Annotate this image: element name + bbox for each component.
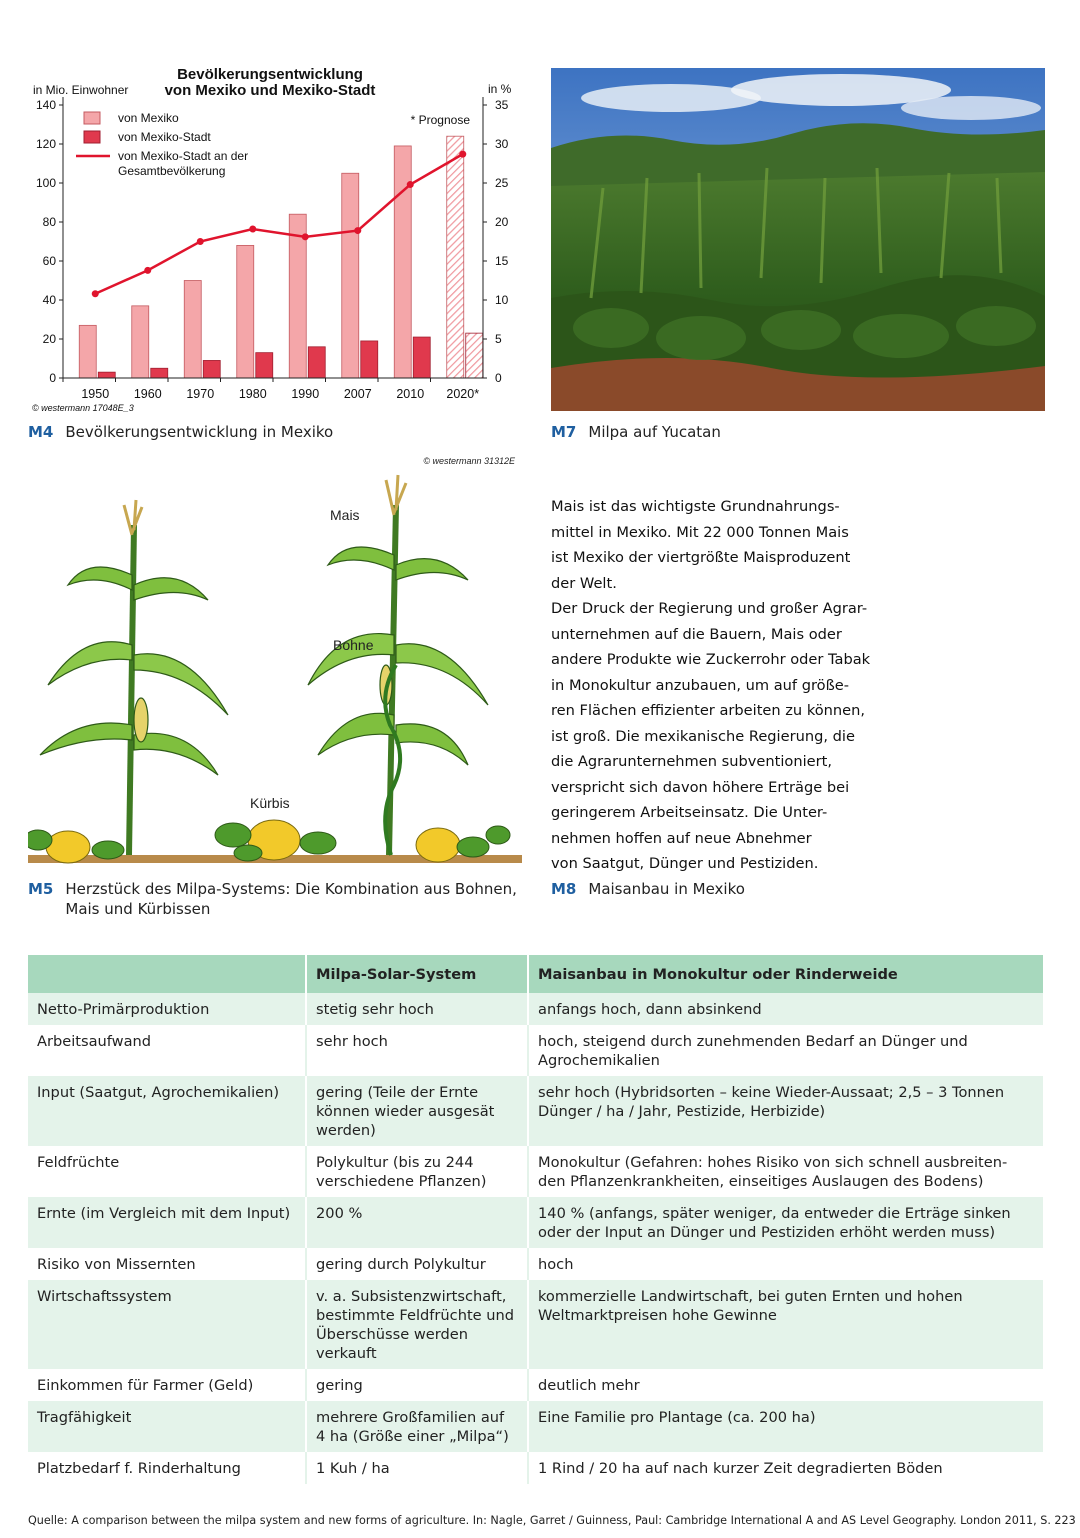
chart-title-line1: Bevölkerungsentwicklung [177,66,363,83]
m5-caption-line1: Herzstück des Milpa-Systems: Die Kombination aus Bohnen, [65,880,517,898]
m8-text-line: Mais ist das wichtigste Grundnahrungs- [551,498,840,515]
m8-caption [551,879,745,899]
source-note: Quelle: A comparison between the milpa system and new forms of agriculture. In: Nagle, Garret / Guinness, Paul: Cambridge International A and AS Level Geography. London 2011, S. 223 [28,1514,1076,1527]
table-cell: Platzbedarf f. Rinderhaltung [28,1452,306,1484]
y-tick-label-right: 5 [495,332,502,346]
bar-mexico [447,136,464,378]
m5-code: M5 [28,880,54,898]
y-tick-label-left: 20 [42,332,56,346]
share-point [144,267,151,274]
m8-text-line: nehmen hoffen auf neue Abnehmer [551,829,812,847]
y-tick-label-left: 0 [49,371,56,385]
table-row [28,1452,1043,1484]
table-cell: Tragfähigkeit [28,1401,306,1452]
table-cell: Ernte (im Vergleich mit dem Input) [28,1197,306,1248]
table-row [28,1248,1043,1280]
m8-code: M8 [551,880,577,898]
m5-caption-line2: Mais und Kürbissen [65,900,211,918]
maize-plant-left [40,500,228,855]
table-row [28,1280,1043,1369]
forecast-note: * Prognose [410,113,470,127]
table-cell: 1 Kuh / ha [306,1452,528,1484]
m8-text-line: ist groß. Die mexikanische Regierung, die [551,727,855,745]
table-header-cell [28,955,306,993]
bar-mexico-city [361,341,378,378]
m7-code: M7 [551,423,577,441]
m5-caption-text [65,879,517,919]
table-cell: 1 Rind / 20 ha auf nach kurzer Zeit degradierten Böden [528,1452,1043,1484]
table-header-row [28,955,1043,993]
table-cell: Wirtschaftssystem [28,1280,306,1369]
x-tick-label: 2020* [446,387,480,401]
m7-caption-text: Milpa auf Yucatan [588,423,721,441]
population-chart-svg [28,60,528,420]
bar-mexico [342,173,359,378]
table-row [28,993,1043,1025]
chart-title-line2: von Mexiko und Mexiko-Stadt [164,82,376,99]
population-chart [28,60,528,420]
bar-mexico-city [151,368,168,378]
x-tick-label: 1960 [133,387,162,401]
bar-mexico-city [413,337,430,378]
y-tick-label-left: 80 [42,215,56,229]
x-tick-label: 2010 [396,387,425,401]
y-tick-label-left: 140 [35,98,56,112]
table-cell: 140 % (anfangs, später weniger, da entweder die Erträge sinken oder der Input an Dünger und Pestiziden erhöht werden muss) [528,1197,1043,1248]
bar-mexico-city [308,347,325,378]
y-tick-label-right: 30 [495,137,509,151]
bar-mexico [79,325,96,378]
chart-legend [76,111,248,178]
share-point [459,151,466,158]
share-point [197,238,204,245]
table-cell: Polykultur (bis zu 244 verschiedene Pflanzen) [306,1146,528,1197]
legend-label-mexico-city: von Mexiko-Stadt [118,130,211,144]
table-cell: 200 % [306,1197,528,1248]
chart-copyright: © westermann 17048E_3 [32,403,134,413]
m5-caption [28,879,517,919]
table-cell: gering [306,1369,528,1401]
y-tick-label-right: 25 [495,176,509,190]
legend-label-mexico: von Mexiko [118,111,179,125]
table-row [28,1197,1043,1248]
y-tick-label-right: 35 [495,98,509,112]
y-axis-left-label: in Mio. Einwohner [33,83,129,97]
y-tick-label-left: 120 [35,137,56,151]
illustration-copyright: © westermann 31312E [423,456,515,466]
table-cell: v. a. Subsistenzwirtschaft, bestimmte Feldfrüchte und Überschüsse werden verkauft [306,1280,528,1369]
table-cell: hoch, steigend durch zunehmenden Bedarf an Dünger und Agrochemikalien [528,1025,1043,1076]
table-cell: anfangs hoch, dann absinkend [528,993,1043,1025]
bar-mexico [184,281,201,379]
milpa-photo [551,68,1045,411]
y-axis-right-label: in % [488,82,512,96]
table-cell: gering durch Polykultur [306,1248,528,1280]
bar-mexico-city [256,353,273,378]
table-cell: Input (Saatgut, Agrochemikalien) [28,1076,306,1146]
m8-text-line: die Agrarunternehmen subventioniert, [551,753,832,770]
y-tick-label-right: 0 [495,371,502,385]
table-cell: Eine Familie pro Plantage (ca. 200 ha) [528,1401,1043,1452]
m8-text-block [551,494,881,877]
m7-caption [551,422,721,442]
m4-code: M4 [28,423,54,441]
m4-caption-text: Bevölkerungsentwicklung in Mexiko [65,423,334,441]
share-point [92,290,99,297]
m8-text-line: unternehmen auf die Bauern, Mais oder [551,625,842,643]
x-tick-label: 1950 [81,387,110,401]
m8-text-line: Der Druck der Regierung und großer Agrar- [551,600,868,617]
m8-text-line: mittel in Mexiko. Mit 22 000 Tonnen Mais [551,523,849,541]
m8-text-line: verspricht sich davon höhere Erträge bei [551,778,850,796]
label-kuerbis: Kürbis [250,795,290,811]
milpa-illustration [28,455,528,870]
legend-label-share-line: Gesamtbevölkerung [118,164,226,178]
table-cell: gering (Teile der Ernte können wieder ausgesät werden) [306,1076,528,1146]
table-header-cell: Milpa-Solar-System [306,955,528,993]
share-point [407,181,414,188]
table-cell: Arbeitsaufwand [28,1025,306,1076]
x-tick-label: 2007 [343,387,372,401]
label-bohne: Bohne [333,637,374,653]
legend-label-share [118,149,248,178]
table-cell: sehr hoch [306,1025,528,1076]
table-header-cell: Maisanbau in Monokultur oder Rinderweide [528,955,1043,993]
table-row [28,1401,1043,1452]
table-row [28,1146,1043,1197]
table-cell: stetig sehr hoch [306,993,528,1025]
bar-mexico-city [203,360,220,378]
maize-plant-right [308,475,488,855]
x-tick-label: 1990 [291,387,320,401]
table-cell: mehrere Großfamilien auf 4 ha (Größe einer „Milpa“) [306,1401,528,1452]
y-tick-label-left: 60 [42,254,56,268]
share-point [302,233,309,240]
m8-text-line: andere Produkte wie Zuckerrohr oder Tabak [551,651,871,668]
y-tick-label-right: 20 [495,215,509,229]
table-cell: kommerzielle Landwirtschaft, bei guten Ernten und hohen Weltmarktpreisen hohe Gewinne [528,1280,1043,1369]
m8-caption-text: Maisanbau in Mexiko [588,880,745,898]
x-tick-label: 1970 [186,387,215,401]
label-mais: Mais [330,507,360,523]
table-cell: Feldfrüchte [28,1146,306,1197]
table-cell: deutlich mehr [528,1369,1043,1401]
m8-text-line: ren Flächen effizienter arbeiten zu können, [551,702,866,719]
m8-text-line: geringerem Arbeitseinsatz. Die Unter- [551,804,828,821]
milpa-photo-image [551,68,1045,411]
m8-text-line: von Saatgut, Dünger und Pestiziden. [551,855,819,872]
comparison-table [28,955,1043,1484]
bar-mexico [394,146,411,378]
table-row [28,1025,1043,1076]
table-cell: Risiko von Missernten [28,1248,306,1280]
table-cell: sehr hoch (Hybridsorten – keine Wieder-Aussaat; 2,5 – 3 Tonnen Dünger / ha / Jahr, Pestizide, Herbizide) [528,1076,1043,1146]
y-tick-label-right: 10 [495,293,509,307]
table-row [28,1369,1043,1401]
y-tick-label-left: 100 [35,176,56,190]
m4-caption [28,422,333,442]
legend-label-share-line: von Mexiko-Stadt an der [118,149,249,163]
bar-mexico [237,245,254,378]
table-cell: hoch [528,1248,1043,1280]
table-cell: Einkommen für Farmer (Geld) [28,1369,306,1401]
bar-mexico-city [98,372,115,378]
m8-text-line: der Welt. [551,574,617,592]
legend-swatch-mexico-city [84,131,100,143]
m8-text-line: in Monokultur anzubauen, um auf größe- [551,676,850,694]
y-tick-label-left: 40 [42,293,56,307]
table-cell: Monokultur (Gefahren: hohes Risiko von sich schnell ausbreiten-den Pflanzenkrankheiten, einseitiges Auslaugen des Bodens) [528,1146,1043,1197]
m8-text-line: ist Mexiko der viertgrößte Maisproduzent [551,549,851,566]
share-point [249,226,256,233]
table-row [28,1076,1043,1146]
legend-swatch-mexico [84,112,100,124]
share-point [354,227,361,234]
bar-mexico [132,306,149,378]
milpa-illustration-drawing [28,455,528,870]
bar-mexico-city [466,333,483,378]
x-tick-label: 1980 [238,387,267,401]
table-cell: Netto-Primärproduktion [28,993,306,1025]
y-tick-label-right: 15 [495,254,509,268]
